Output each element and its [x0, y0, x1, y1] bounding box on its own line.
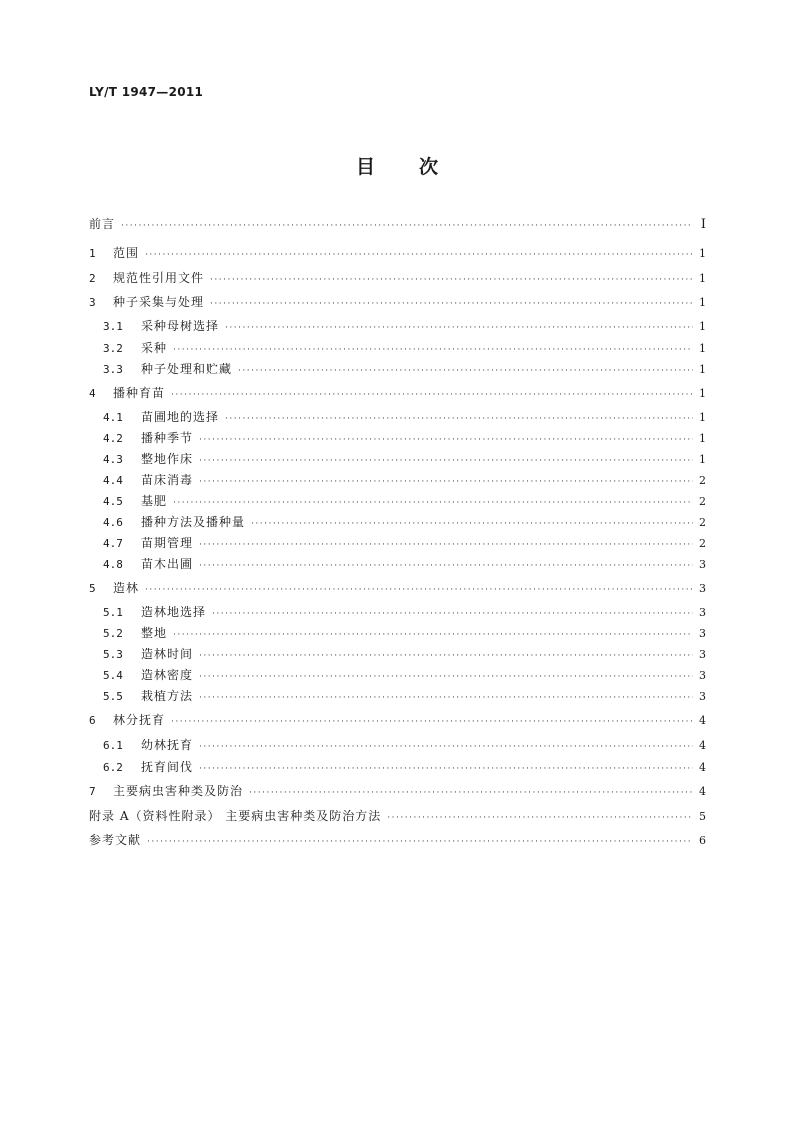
toc-entry-title: 主要病虫害种类及防治 [113, 784, 244, 798]
toc-entry[interactable] [89, 737, 706, 755]
toc-entry[interactable] [89, 625, 706, 643]
toc-entry-page: 3 [699, 690, 706, 703]
toc-entry-title: 林分抚育 [113, 713, 166, 727]
title-char-2: 次 [419, 156, 439, 178]
toc-entry-number: 5.4 [103, 669, 123, 682]
dot-leader [210, 296, 693, 312]
dot-leader [249, 785, 693, 801]
toc-entry-page: 6 [699, 834, 706, 847]
toc-entry-title: 造林密度 [141, 668, 194, 682]
dot-leader [238, 363, 693, 379]
toc-entry[interactable] [89, 580, 706, 598]
toc-entry[interactable] [89, 472, 706, 490]
dot-leader [387, 810, 693, 826]
toc-entry[interactable] [89, 712, 706, 730]
toc-entry-number: 4.1 [103, 411, 123, 424]
toc-entry-title: 幼林抚育 [141, 738, 194, 752]
dot-leader [199, 739, 693, 755]
toc-entry-number: 3.3 [103, 363, 123, 376]
dot-leader [212, 606, 693, 622]
toc-entry-title: 造林时间 [141, 647, 194, 661]
toc-entry-page: 1 [699, 247, 706, 260]
toc-entry-number: 3.1 [103, 320, 123, 333]
toc-entry-title: 范围 [113, 246, 140, 260]
toc-entry-page: 2 [699, 516, 706, 529]
dot-leader [199, 474, 693, 490]
toc-entry[interactable] [89, 216, 706, 234]
toc-entry-title: 采种母树选择 [141, 319, 220, 333]
toc-entry-number: 5.2 [103, 627, 123, 640]
dot-leader [145, 247, 693, 263]
toc-entry-title: 规范性引用文件 [113, 271, 205, 285]
toc-entry[interactable] [89, 759, 706, 777]
title-char-1: 目 [355, 156, 375, 178]
toc-entry[interactable] [89, 688, 706, 706]
toc-entry[interactable] [89, 294, 706, 312]
toc-entry-title: 栽植方法 [141, 689, 194, 703]
toc-entry[interactable] [89, 340, 706, 358]
toc-entry[interactable] [89, 245, 706, 263]
toc-entry[interactable] [89, 604, 706, 622]
toc-entry-page: 2 [699, 495, 706, 508]
toc-entry-page: 1 [699, 272, 706, 285]
toc-entry-page: 3 [699, 558, 706, 571]
toc-entry-number: 4.7 [103, 537, 123, 550]
dot-leader [171, 387, 693, 403]
toc-entry-page: 4 [699, 739, 706, 752]
toc-entry-page: 1 [699, 387, 706, 400]
toc-entry-title: 前言 [89, 217, 116, 231]
toc-entry[interactable] [89, 556, 706, 574]
toc-entry[interactable] [89, 783, 706, 801]
toc-entry-page: 1 [699, 363, 706, 376]
dot-leader [173, 627, 693, 643]
toc-entry-number: 4.3 [103, 453, 123, 466]
toc-entry-number: 3 [89, 296, 96, 309]
toc-entry-number: 4.6 [103, 516, 123, 529]
toc-entry-page: 3 [699, 648, 706, 661]
toc-entry-page: 2 [699, 474, 706, 487]
toc-entry-page: 4 [699, 714, 706, 727]
dot-leader [199, 690, 693, 706]
toc-entry-title: 苗床消毒 [141, 473, 194, 487]
toc-entry[interactable] [89, 451, 706, 469]
toc-entry-number: 4 [89, 387, 96, 400]
toc-entry-number: 6.2 [103, 761, 123, 774]
dot-leader [121, 218, 693, 234]
dot-leader [171, 714, 693, 730]
toc-entry-title: 苗木出圃 [141, 557, 194, 571]
toc-entry-page: 3 [699, 582, 706, 595]
toc-entry[interactable] [89, 493, 706, 511]
toc-entry-number: 4.2 [103, 432, 123, 445]
toc-entry-title: 播种方法及播种量 [141, 515, 246, 529]
toc-entry-title: 种子采集与处理 [113, 295, 205, 309]
toc-entry-title: 附录 A（资料性附录） 主要病虫害种类及防治方法 [89, 809, 382, 823]
toc-entry[interactable] [89, 430, 706, 448]
dot-leader [173, 342, 693, 358]
toc-entry-title: 苗期管理 [141, 536, 194, 550]
toc-entry-number: 5.5 [103, 690, 123, 703]
toc-entry-title: 基肥 [141, 494, 168, 508]
toc-entry-title: 造林地选择 [141, 605, 207, 619]
toc-entry[interactable] [89, 361, 706, 379]
toc-entry[interactable] [89, 270, 706, 288]
toc-entry-number: 2 [89, 272, 96, 285]
toc-entry[interactable] [89, 409, 706, 427]
dot-leader [199, 558, 693, 574]
dot-leader [225, 320, 693, 336]
toc-entry[interactable] [89, 535, 706, 553]
toc-entry-title: 苗圃地的选择 [141, 410, 220, 424]
toc-entry-page: 2 [699, 537, 706, 550]
toc-entry-page: 4 [699, 761, 706, 774]
toc-entry-page: 1 [699, 453, 706, 466]
toc-entry-title: 采种 [141, 341, 168, 355]
toc-entry-number: 1 [89, 247, 96, 260]
toc-entry[interactable] [89, 646, 706, 664]
dot-leader [199, 669, 693, 685]
toc-entry-page: 3 [699, 606, 706, 619]
toc-entry-number: 3.2 [103, 342, 123, 355]
toc-entry[interactable] [89, 808, 706, 826]
toc-entry-title: 播种季节 [141, 431, 194, 445]
toc-entry-number: 5.1 [103, 606, 123, 619]
toc-entry-title: 播种育苗 [113, 386, 166, 400]
toc-entry[interactable] [89, 832, 706, 850]
toc-entry-page: 3 [699, 627, 706, 640]
dot-leader [199, 761, 693, 777]
dot-leader [173, 495, 693, 511]
toc-entry-page: 1 [699, 296, 706, 309]
toc-entry-page: 5 [699, 810, 706, 823]
dot-leader [199, 432, 693, 448]
toc-entry-title: 整地作床 [141, 452, 194, 466]
dot-leader [210, 272, 693, 288]
toc-entry-page: 1 [699, 342, 706, 355]
dot-leader [225, 411, 693, 427]
toc-entry-number: 4.5 [103, 495, 123, 508]
dot-leader [199, 453, 693, 469]
dot-leader [199, 648, 693, 664]
toc-entry-page: 1 [699, 411, 706, 424]
toc-entry[interactable] [89, 514, 706, 532]
toc-entry-number: 4.4 [103, 474, 123, 487]
toc-entry-title: 种子处理和贮藏 [141, 362, 233, 376]
toc-entry-page: 4 [699, 785, 706, 798]
toc-entry-number: 5 [89, 582, 96, 595]
dot-leader [251, 516, 693, 532]
toc-entry-page: I [700, 217, 706, 232]
standard-code: LY/T 1947—2011 [89, 85, 204, 99]
toc-entry-title: 参考文献 [89, 833, 142, 847]
toc-entry[interactable] [89, 667, 706, 685]
toc-entry-title: 造林 [113, 581, 140, 595]
toc-entry-page: 3 [699, 669, 706, 682]
toc-entry-number: 6 [89, 714, 96, 727]
toc-entry-number: 7 [89, 785, 96, 798]
toc-entry-title: 整地 [141, 626, 168, 640]
page-title [0, 152, 794, 179]
toc-entry-page: 1 [699, 320, 706, 333]
dot-leader [145, 582, 693, 598]
dot-leader [199, 537, 693, 553]
toc-entry-number: 5.3 [103, 648, 123, 661]
toc-entry-number: 4.8 [103, 558, 123, 571]
toc-entry-number: 6.1 [103, 739, 123, 752]
toc-entry[interactable] [89, 385, 706, 403]
toc-entry-title: 抚育间伐 [141, 760, 194, 774]
toc-entry[interactable] [89, 318, 706, 336]
toc-entry-page: 1 [699, 432, 706, 445]
dot-leader [147, 834, 693, 850]
